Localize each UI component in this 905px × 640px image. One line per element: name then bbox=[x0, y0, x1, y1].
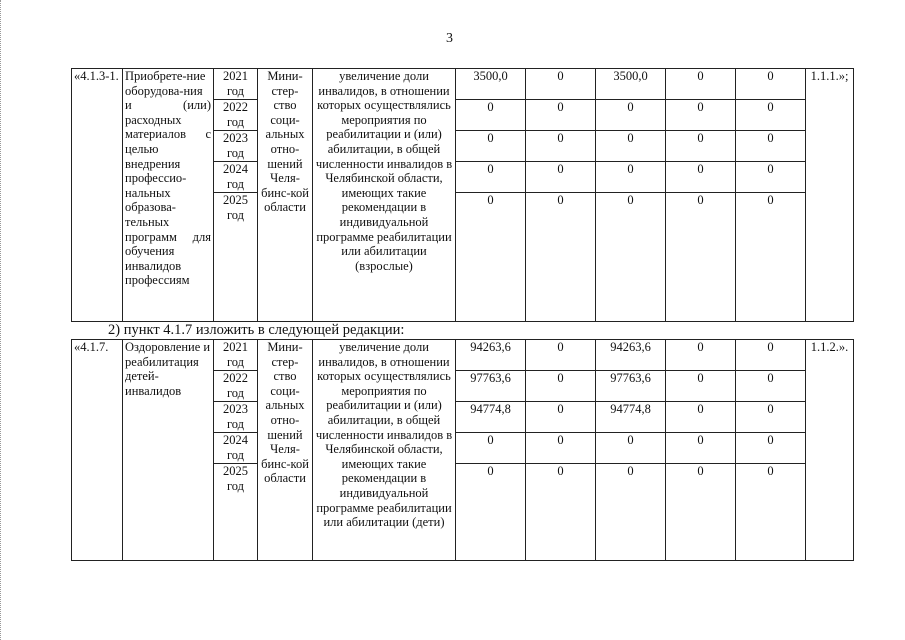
year-label: 2025 год bbox=[223, 464, 248, 493]
value-cell: 0 bbox=[767, 193, 774, 207]
item-code: «4.1.7. bbox=[72, 340, 123, 561]
executor: Мини-стер-ство соци-альных отно-шений Челя-бинс-кой области bbox=[258, 69, 313, 322]
value-cell: 0 bbox=[736, 340, 805, 371]
year-label: 2024 год bbox=[214, 433, 257, 464]
value-cell: 0 bbox=[526, 69, 595, 100]
year-label: 2024 год bbox=[214, 162, 257, 193]
value-cell: 97763,6 bbox=[596, 371, 665, 402]
page-edge-marks bbox=[0, 0, 5, 640]
value-cell: 0 bbox=[557, 193, 564, 207]
value-cell: 0 bbox=[627, 464, 634, 478]
value-cell: 0 bbox=[456, 100, 525, 131]
item-name: Приобрете-ние оборудова-ния и (или) расходных материалов с целью внедрения профессио-нальных образова-тельных программ для обучения инвалидов профессиям bbox=[123, 69, 214, 322]
page-number: 3 bbox=[446, 31, 453, 46]
year-label: 2023 год bbox=[214, 402, 257, 433]
year-label: 2021 год bbox=[214, 69, 257, 100]
value-cell: 0 bbox=[666, 371, 735, 402]
value-col-2 bbox=[526, 340, 596, 561]
value-cell: 0 bbox=[487, 193, 494, 207]
year-label: 2025 год bbox=[223, 193, 248, 222]
value-cell: 0 bbox=[526, 131, 595, 162]
year-label: 2021 год bbox=[214, 340, 257, 371]
reference: 1.1.1.»; bbox=[806, 69, 854, 322]
value-cell: 3500,0 bbox=[596, 69, 665, 100]
value-cell: 0 bbox=[596, 162, 665, 193]
table-row bbox=[72, 340, 854, 561]
value-cell: 0 bbox=[666, 433, 735, 464]
indicator: увеличение доли инвалидов, в отношении которых осуществлялись мероприятия по реабилитации и (или) абилитации, в общей численности инвалидов в Челябинской области, имеющих такие рекомендации в индивидуальной программе реабилитации или абилитации (дети) bbox=[313, 340, 456, 561]
value-col-3 bbox=[596, 340, 666, 561]
value-cell: 94263,6 bbox=[456, 340, 525, 371]
value-col-1 bbox=[456, 340, 526, 561]
value-cell: 0 bbox=[596, 100, 665, 131]
value-cell: 94774,8 bbox=[596, 402, 665, 433]
value-cell: 0 bbox=[456, 162, 525, 193]
value-col-4 bbox=[666, 69, 736, 322]
value-cell: 94263,6 bbox=[596, 340, 665, 371]
year-label: 2022 год bbox=[214, 100, 257, 131]
value-cell: 0 bbox=[666, 340, 735, 371]
executor: Мини-стер-ство соци-альных отно-шений Челя-бинс-кой области bbox=[258, 340, 313, 561]
value-cell: 0 bbox=[736, 371, 805, 402]
value-cell: 0 bbox=[456, 433, 525, 464]
value-cell: 0 bbox=[526, 433, 595, 464]
value-cell: 0 bbox=[736, 131, 805, 162]
value-cell: 0 bbox=[526, 340, 595, 371]
value-cell: 0 bbox=[736, 402, 805, 433]
value-cell: 0 bbox=[526, 402, 595, 433]
value-cell: 0 bbox=[736, 69, 805, 100]
value-cell: 0 bbox=[767, 464, 774, 478]
value-cell: 0 bbox=[666, 100, 735, 131]
value-cell: 0 bbox=[666, 402, 735, 433]
value-cell: 0 bbox=[736, 100, 805, 131]
value-cell: 0 bbox=[666, 69, 735, 100]
value-cell: 0 bbox=[736, 162, 805, 193]
value-cell: 0 bbox=[666, 131, 735, 162]
item-code: «4.1.3-1. bbox=[72, 69, 123, 322]
value-cell: 3500,0 bbox=[456, 69, 525, 100]
value-cell: 0 bbox=[596, 433, 665, 464]
item-name: Оздоровление и реабилитация детей-инвалидов bbox=[123, 340, 214, 561]
value-cell: 0 bbox=[526, 100, 595, 131]
value-cell: 0 bbox=[697, 193, 704, 207]
value-col-5 bbox=[736, 69, 806, 322]
value-cell: 0 bbox=[666, 162, 735, 193]
program-table-row-1 bbox=[71, 68, 854, 322]
value-col-1 bbox=[456, 69, 526, 322]
year-label: 2022 год bbox=[214, 371, 257, 402]
year-label: 2023 год bbox=[214, 131, 257, 162]
value-cell: 0 bbox=[627, 193, 634, 207]
program-table-row-2 bbox=[71, 339, 854, 561]
value-cell: 0 bbox=[697, 464, 704, 478]
years-cell bbox=[214, 69, 258, 322]
value-col-5 bbox=[736, 340, 806, 561]
value-cell: 0 bbox=[557, 464, 564, 478]
reference: 1.1.2.». bbox=[806, 340, 854, 561]
table-row bbox=[72, 69, 854, 322]
value-cell: 0 bbox=[526, 162, 595, 193]
value-cell: 94774,8 bbox=[456, 402, 525, 433]
value-cell: 0 bbox=[456, 131, 525, 162]
value-col-4 bbox=[666, 340, 736, 561]
value-col-3 bbox=[596, 69, 666, 322]
value-cell: 0 bbox=[596, 131, 665, 162]
value-col-2 bbox=[526, 69, 596, 322]
amendment-instruction: 2) пункт 4.1.7 изложить в следующей редакции: bbox=[108, 322, 405, 338]
value-cell: 0 bbox=[487, 464, 494, 478]
value-cell: 0 bbox=[736, 433, 805, 464]
value-cell: 0 bbox=[526, 371, 595, 402]
indicator: увеличение доли инвалидов, в отношении которых осуществлялись мероприятия по реабилитации и (или) абилитации, в общей численности инвалидов в Челябинской области, имеющих такие рекомендации в индивидуальной программе реабилитации или абилитации (взрослые) bbox=[313, 69, 456, 322]
years-cell bbox=[214, 340, 258, 561]
value-cell: 97763,6 bbox=[456, 371, 525, 402]
